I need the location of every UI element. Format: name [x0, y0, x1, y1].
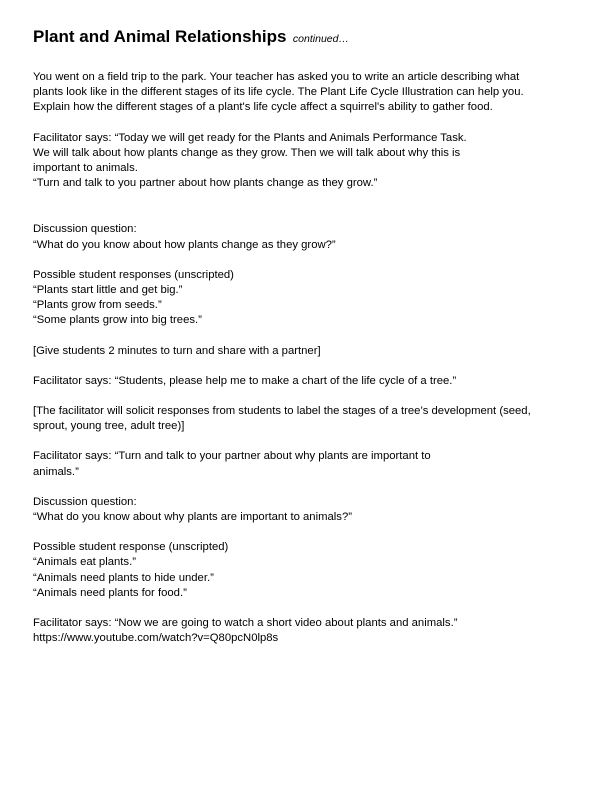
text-line: “What do you know about how plants change as they grow?”: [33, 238, 336, 251]
document-page: [33, 26, 593, 646]
text-line: We will talk about how plants change as they grow. Then we will talk about why this is: [33, 146, 461, 159]
text-line: “Animals need plants to hide under.”: [33, 571, 214, 584]
video-link[interactable]: https://www.youtube.com/watch?v=Q80pcN0lp8s: [33, 632, 279, 645]
facilitator-says-4: [33, 616, 593, 646]
text-line: animals.”: [33, 465, 79, 478]
text-line: Facilitator says: “Today we will get ready for the Plants and Animals Performance Task.: [33, 131, 467, 144]
text-line: sprout, young tree, adult tree)]: [33, 420, 185, 433]
text-line: “Animals eat plants.”: [33, 556, 136, 569]
page-title: [33, 26, 593, 50]
text-line: Explain how the different stages of a plant's life cycle affect a squirrel's ability to gather food.: [33, 101, 493, 114]
text-line: “What do you know about why plants are important to animals?”: [33, 511, 352, 524]
discussion-question-1: [33, 222, 593, 252]
facilitator-says-3: [33, 449, 593, 479]
text-line: [Give students 2 minutes to turn and share with a partner]: [33, 344, 321, 357]
instruction-1: [33, 344, 593, 359]
text-line: Discussion question:: [33, 223, 137, 236]
text-line: Facilitator says: “Students, please help me to make a chart of the life cycle of a tree.”: [33, 374, 457, 387]
intro-paragraph: [33, 70, 593, 116]
text-line: Discussion question:: [33, 495, 137, 508]
title-text: Plant and Animal Relationships: [33, 27, 287, 46]
text-line: “Animals need plants for food.”: [33, 586, 187, 599]
text-line: [The facilitator will solicit responses from students to label the stages of a tree’s development (seed,: [33, 405, 531, 418]
text-line: Possible student responses (unscripted): [33, 268, 234, 281]
text-line: plants look like in the different stages of its life cycle. The Plant Life Cycle Illustration can help you.: [33, 86, 524, 99]
text-line: Facilitator says: “Turn and talk to your partner about why plants are important to: [33, 450, 431, 463]
text-line: Facilitator says: “Now we are going to watch a short video about plants and animals.”: [33, 617, 458, 630]
text-line: important to animals.: [33, 162, 138, 175]
text-line: “Plants start little and get big.”: [33, 284, 183, 297]
discussion-question-2: [33, 495, 593, 525]
text-line: “Some plants grow into big trees.”: [33, 314, 202, 327]
student-responses-2: [33, 540, 593, 601]
student-responses-1: [33, 268, 593, 329]
instruction-2: [33, 404, 593, 434]
title-suffix: continued…: [292, 33, 349, 45]
text-line: You went on a field trip to the park. Your teacher has asked you to write an article describing what: [33, 71, 520, 83]
text-line: “Plants grow from seeds.”: [33, 299, 162, 312]
facilitator-says-1: [33, 131, 593, 192]
text-line: Possible student response (unscripted): [33, 541, 229, 554]
facilitator-says-2: [33, 374, 593, 389]
text-line: “Turn and talk to you partner about how plants change as they grow.”: [33, 177, 378, 190]
